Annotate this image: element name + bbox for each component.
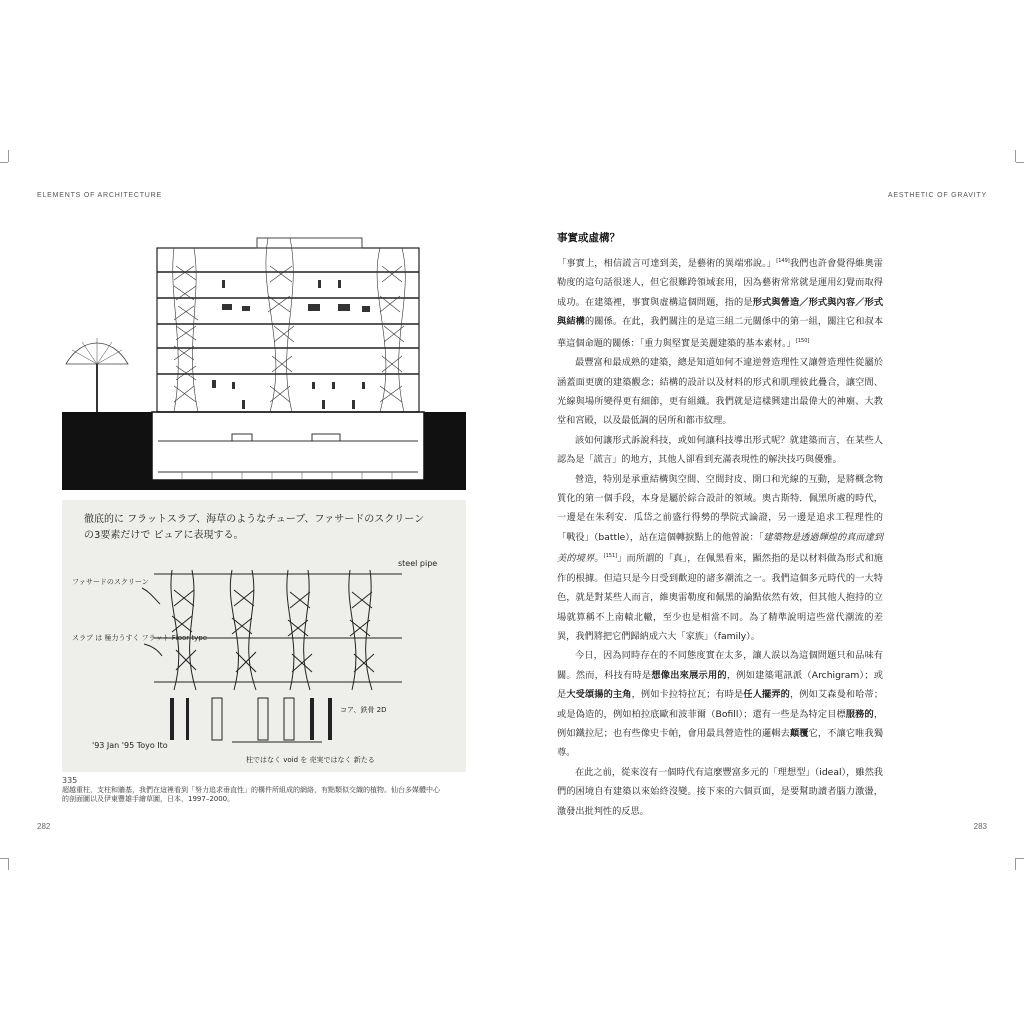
caption-text: 的剖面圖以及伊東豐雄手繪草圖，日本，1997–2000。	[62, 795, 235, 803]
sketch-note: スラブ は 極力うすく フラット Floor type	[72, 634, 208, 642]
sketch-svg	[62, 500, 466, 772]
sketch-note: 徹底的に フラットスラブ、海草のようなチューブ、ファサードのスクリーン	[84, 514, 425, 525]
crop-mark	[0, 162, 8, 163]
sketch-note: 柱ではなく void を 売実ではなく 新たる	[246, 756, 375, 764]
paragraph: 在此之前，從來沒有一個時代有這麼豐富多元的「理想型」（ideal），雖然我們的困境自有建築以來始終沒變。接下來的六個頁面，是要幫助讀者腦力激盪，激發出批判性的反思。	[557, 766, 883, 817]
caption-text: 超越重柱，支柱和牆基，我們在這裡看到「努力追求垂直性」的構件所組成的網絡，有點類似交織的植物。仙台多媒體中心	[62, 785, 440, 794]
sketch-note: steel pipe	[398, 559, 438, 568]
section-drawing-svg	[62, 236, 466, 490]
body-text-column	[557, 230, 883, 821]
sketch-note: の3要素だけで ピュアに表現する。	[84, 530, 244, 541]
figure-caption	[62, 776, 468, 805]
crop-mark	[8, 858, 9, 870]
paragraph: 今日，因為同時存在的不同態度實在太多，讓人誤以為這個問題只和品味有關。然而，科技有時是想像出來展示用的，例如建築電訊派（Archigram）；或是大受頌揚的主角，例如卡拉特拉瓦；有時是任人擺弄的，例如艾森曼和哈蒂；或是偽造的，例如柏拉底歐和波菲爾（Bofill）；還有一些是為特定目標服務的，例如鐵拉尼；也有些像史卡帕，會用最具營造性的邏輯去顛覆它，不讓它唯我獨尊。	[557, 650, 884, 759]
crop-mark	[1016, 858, 1024, 859]
crop-mark	[1015, 858, 1016, 870]
section-drawing	[62, 236, 466, 490]
crop-mark	[0, 858, 8, 859]
page-number-right: 283	[973, 822, 987, 831]
architect-sketch	[62, 500, 466, 772]
caption-number: 335	[62, 776, 78, 785]
crop-mark	[1016, 162, 1024, 163]
sketch-note: ファサードのスクリーン	[72, 578, 149, 586]
sketch-note: '93 Jan '95 Toyo Ito	[92, 741, 168, 750]
paragraph: 最豐富和最成熟的建築，總是知道如何不違逆營造理性又讓營造理性從屬於涵蓋面更廣的建築觀念；結構的設計以及材料的形式和肌理彼此疊合，讓空間、光線與場所變得更有細節，更有組織。我們就是這樣興建出最偉大的神廟、大教堂和宮殿，以及最低調的居所和都市紋理。	[557, 357, 883, 427]
running-header-right: AESTHETIC OF GRAVITY	[887, 192, 987, 199]
crop-mark	[8, 150, 9, 162]
sketch-note: コア、鉄骨 2D	[340, 706, 387, 714]
paragraph: 營造，特別是承重結構與空間、空間封皮、開口和光線的互動，是將概念物質化的第一個手段，本身是屬於綜合設計的領域。奧古斯特．佩黑所處的時代，一邊是在朱利安．瓜岱之前盛行得勢的學院式論證，另一邊是追求工程理性的「戰役」（battle），站在這個轉捩點上的他曾說：「建築物是透過輝煌的真而達到美的境界。[151]」而所謂的「真」，在佩黑看來，顯然指的是以材料做為形式和施作的根據。但這只是今日受到歡迎的諸多潮流之一。我們這個多元時代的一大特色，就是對某些人而言，維奧雷勒度和佩黑的論點依然有效，但其他人抱持的立場就算稱不上南轅北轍，至少也是相當不同。為了精準說明這些當代潮流的差異，我們將把它們歸納成六大「家族」（family）。	[557, 473, 884, 642]
running-header-left: ELEMENTS OF ARCHITECTURE	[37, 192, 162, 199]
page-number-left: 282	[37, 822, 51, 831]
section-heading: 事實或虛構？	[557, 232, 620, 244]
paragraph: 該如何讓形式訴說科技，或如何讓科技導出形式呢？就建築而言，在某些人認為是「謊言」的地方，其他人卻看到充滿表現性的解決技巧與優雅。	[557, 434, 883, 466]
paragraph: 「事實上，相信謊言可達到美，是藝術的異端邪說。」[149]我們也許會覺得維奧雷勒度的這句話很迷人，但它很難跨領域套用，因為藝術常常就是運用幻覺而取得成功。在建築裡，事實與虛構這個問題，指的是形式與營造／形式與內容／形式與結構的關係。在此，我們關注的是這三組二元關係中的第一組，關注它和叔本華這個命題的關係：「重力與堅實是美麗建築的基本素材。」[150]	[557, 258, 884, 349]
crop-mark	[1015, 150, 1016, 162]
